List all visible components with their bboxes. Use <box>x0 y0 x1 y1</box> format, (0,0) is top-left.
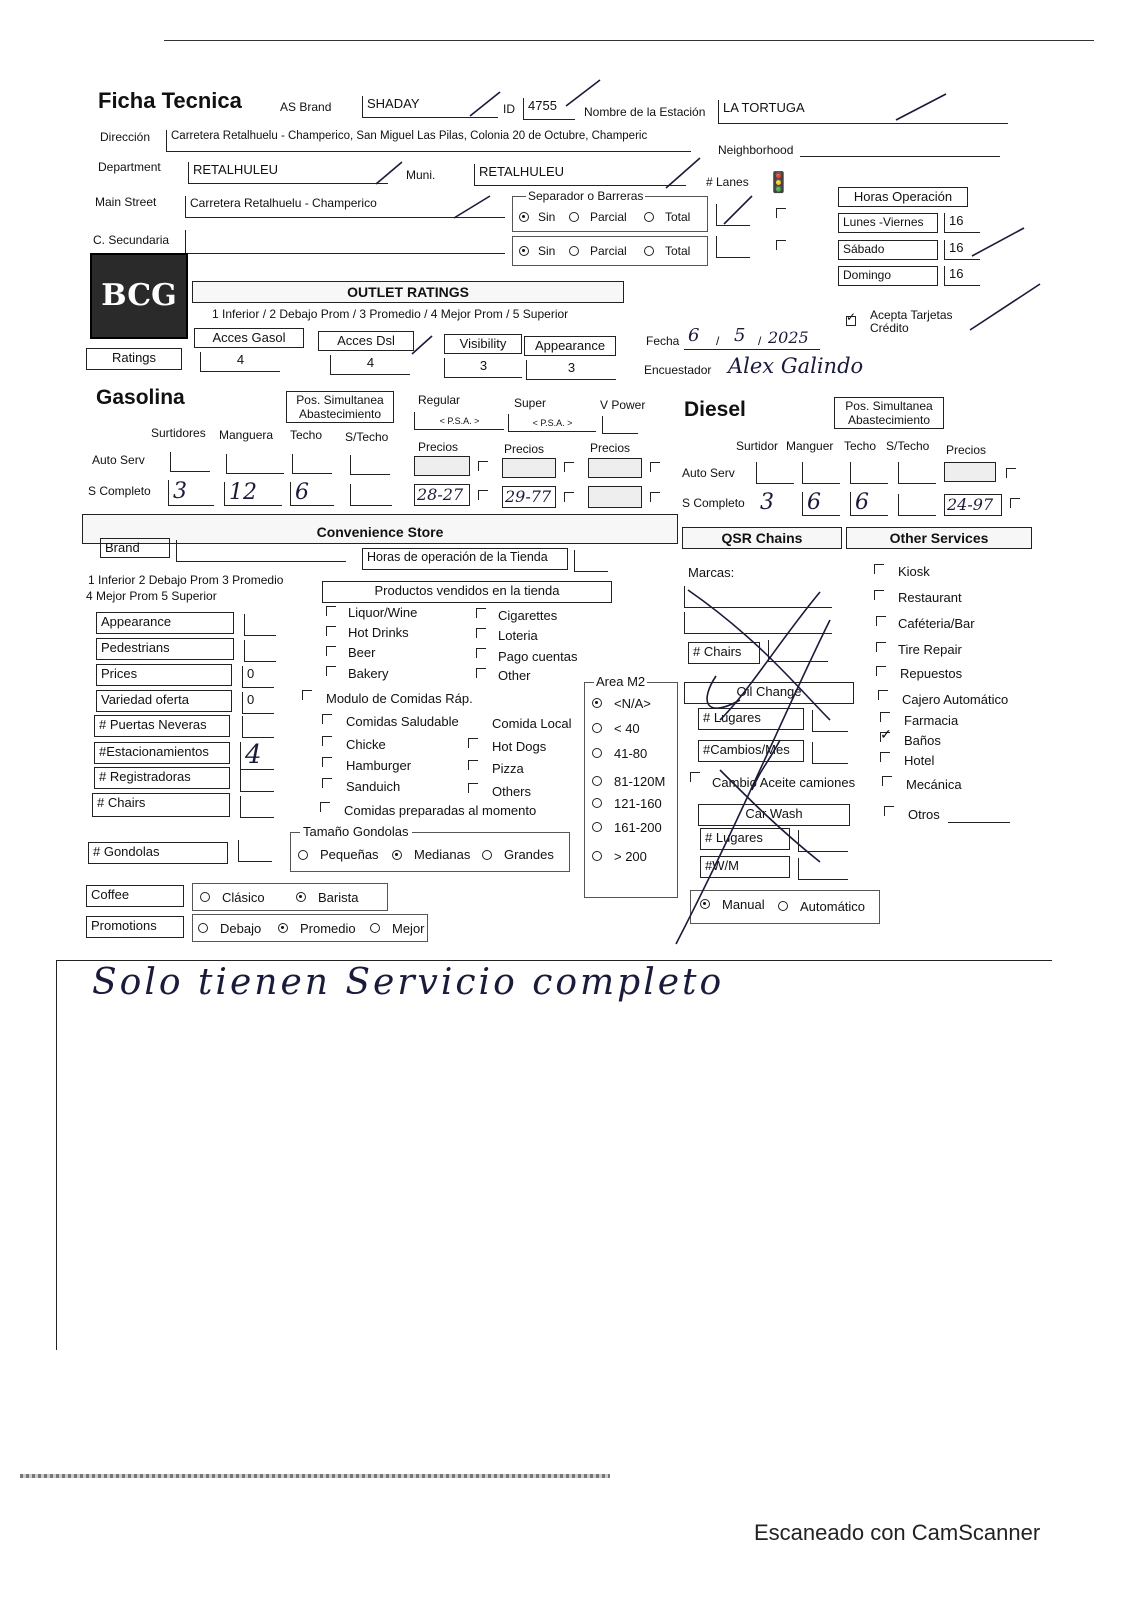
surveyor-label: Encuestador <box>644 363 712 377</box>
prepared-label: Comidas preparadas al momento <box>344 803 537 818</box>
store-row-parking-field[interactable]: 4 <box>240 742 274 770</box>
store-row-variety-label: Variedad oferta <box>96 690 232 712</box>
area-41-80-label: 41-80 <box>614 746 648 761</box>
diesel-auto-label: Auto Serv <box>682 466 735 480</box>
area-121-160-label: 121-160 <box>614 796 662 811</box>
ratings-row-label: Ratings <box>86 348 182 370</box>
store-row-prices-label: Prices <box>96 664 232 686</box>
gas-full-super-price[interactable]: 29-77 <box>502 486 556 508</box>
oil-change-header: Oil Change <box>684 682 854 704</box>
svc-restaurant-label: Restaurant <box>898 590 962 605</box>
ratings-scale: 1 Inferior / 2 Debajo Prom / 3 Promedio / 4 Mejor Prom / 5 Superior <box>212 307 569 321</box>
diesel-full-surtidor[interactable]: 3 <box>760 490 774 515</box>
product-pago-label: Pago cuentas <box>498 649 578 664</box>
regular-psa[interactable]: < P.S.A. > <box>414 412 504 430</box>
svc-parts-label: Repuestos <box>900 666 963 681</box>
hours-saturday-label: Sábado <box>838 240 938 260</box>
station-label: Nombre de la Estación <box>584 105 706 119</box>
gondola-medium-label: Medianas <box>414 847 471 862</box>
area-label: Area M2 <box>596 674 646 689</box>
gas-pos-label: Pos. Simultanea Abastecimiento <box>286 391 394 423</box>
product-hotdrinks-label: Hot Drinks <box>348 625 409 640</box>
acces-dsl-field[interactable]: 4 <box>330 355 410 375</box>
visibility-label: Visibility <box>444 334 522 354</box>
store-scale-2: 4 Mejor Prom 5 Superior <box>86 589 217 603</box>
diesel-col-surtidor: Surtidor <box>736 439 779 453</box>
other-services-header: Other Services <box>846 527 1032 549</box>
food-sandwich-label: Sanduich <box>346 779 401 794</box>
department-field[interactable]: RETALHULEU <box>188 162 388 184</box>
separator-label: Separador o Barreras <box>528 189 644 203</box>
sep2-sin-label: Sin <box>538 244 556 258</box>
coffee-label: Coffee <box>86 885 184 907</box>
outlet-ratings-header: OUTLET RATINGS <box>192 281 624 303</box>
fuel-super-label: Super <box>514 396 547 410</box>
accept-cards-label: Acepta Tarjetas Crédito <box>870 308 953 335</box>
id-label: ID <box>503 102 515 116</box>
store-row-parking-label: #Estacionamientos <box>94 742 230 764</box>
fuel-vpower-label: V Power <box>600 398 646 412</box>
wash-auto-label: Automático <box>800 899 866 914</box>
muni-label: Muni. <box>406 168 436 182</box>
svc-kiosk-checkbox[interactable] <box>874 564 884 574</box>
svc-kiosk-label: Kiosk <box>898 564 930 579</box>
wash-manual-label: Manual <box>722 897 765 912</box>
oil-changes-label: #Cambios/Mes <box>698 740 804 762</box>
promotions-label: Promotions <box>86 916 184 938</box>
store-row-registers-label: # Registradoras <box>94 767 230 789</box>
svc-other-field[interactable] <box>948 822 1010 823</box>
address-field[interactable]: Carretera Retalhuelu - Champerico, San Miguel Las Pilas, Colonia 20 de Octubre, Champeric <box>166 130 691 152</box>
gas-full-regular-price[interactable]: 28-27 <box>414 484 470 506</box>
gas-full-manguera[interactable]: 12 <box>224 482 282 506</box>
store-row-chairs-label: # Chairs <box>92 793 230 817</box>
product-beer-label: Beer <box>348 645 376 660</box>
camscanner-footer: Escaneado con CamScanner <box>754 1520 1041 1545</box>
svc-atm-label: Cajero Automático <box>902 692 1009 707</box>
coffee-barista-label: Barista <box>318 890 359 905</box>
area-81-120-label: 81-120M <box>614 774 666 789</box>
diesel-title: Diesel <box>684 398 746 421</box>
promo-better-label: Mejor <box>392 921 425 936</box>
gas-col-surtidores: Surtidores <box>151 426 206 440</box>
bcg-logo: BCG <box>90 253 188 339</box>
date-month[interactable]: 5 <box>734 325 746 346</box>
super-prices-label: Precios <box>504 442 545 456</box>
diesel-pos-label: Pos. Simultanea Abastecimiento <box>834 397 944 429</box>
area-gt200-label: > 200 <box>614 849 647 864</box>
brand-label: AS Brand <box>280 100 332 114</box>
check-icon: ✓ <box>846 310 857 324</box>
store-brand-label: Brand <box>100 538 170 558</box>
brand-field[interactable]: SHADAY <box>362 96 498 118</box>
notes-handwritten: Solo tienen Servicio completo <box>92 962 725 1003</box>
svc-tire-label: Tire Repair <box>898 642 962 657</box>
area-lt40-label: < 40 <box>614 721 640 736</box>
diesel-full-label: S Completo <box>682 496 745 510</box>
secondary-label: C. Secundaria <box>93 233 170 247</box>
svc-cafeteria-checkbox[interactable] <box>876 616 886 626</box>
appearance-label: Appearance <box>524 336 616 356</box>
scan-top-edge <box>164 40 1094 41</box>
date-year[interactable]: 2025 <box>768 328 809 347</box>
svc-bathrooms-label: Baños <box>904 733 941 748</box>
gas-full-label: S Completo <box>88 484 151 498</box>
svc-parts-checkbox[interactable] <box>876 666 886 676</box>
fuel-regular-label: Regular <box>418 393 461 407</box>
diesel-prices-label: Precios <box>946 443 987 457</box>
id-field[interactable]: 4755 <box>523 98 575 120</box>
main-street-label: Main Street <box>95 195 157 209</box>
car-wash-header: Car Wash <box>698 804 850 826</box>
store-row-pedestrians-label: Pedestrians <box>96 638 234 660</box>
gas-col-techo: Techo <box>290 428 323 442</box>
gondola-large-label: Grandes <box>504 847 554 862</box>
visibility-field[interactable]: 3 <box>444 358 522 378</box>
acces-dsl-label: Acces Dsl <box>318 331 414 351</box>
form-title: Ficha Tecnica <box>98 88 242 113</box>
gondola-small-label: Pequeñas <box>320 847 379 862</box>
svc-tire-checkbox[interactable] <box>876 642 886 652</box>
product-bakery-label: Bakery <box>348 666 389 681</box>
notes-box[interactable] <box>56 960 1052 1350</box>
lanes-label: # Lanes <box>706 175 749 189</box>
surveyor-value[interactable]: Alex Galindo <box>728 354 864 378</box>
product-other-label: Other <box>498 668 531 683</box>
station-field[interactable]: LA TORTUGA <box>718 100 1008 124</box>
healthy-label: Comidas Saludable <box>346 714 459 729</box>
product-loteria-label: Loteria <box>498 628 538 643</box>
convenience-store-header: Convenience Store <box>82 514 678 544</box>
diesel-full-manguer[interactable]: 6 <box>802 492 840 516</box>
gas-col-manguera: Manguera <box>219 428 274 442</box>
promo-below-label: Debajo <box>220 921 262 936</box>
qsr-header: QSR Chains <box>682 527 842 549</box>
truck-oil-label: Cambio Aceite camiones <box>712 775 856 790</box>
diesel-full-price[interactable]: 24-97 <box>944 494 1002 516</box>
food-pizza-label: Pizza <box>492 761 524 776</box>
gasolina-title: Gasolina <box>96 386 185 409</box>
gondola-size-label: Tamaño Gondolas <box>300 824 412 839</box>
store-hours-label: Horas de operación de la Tienda <box>362 548 568 570</box>
svc-hotel-label: Hotel <box>904 753 935 768</box>
svc-mechanic-label: Mecánica <box>906 777 962 792</box>
sep1-sin-label: Sin <box>538 210 556 224</box>
sep1-parcial-label: Parcial <box>590 210 627 224</box>
sep2-total-label: Total <box>665 244 691 258</box>
local-food-label: Comida Local <box>492 716 572 731</box>
sep1-total-label: Total <box>665 210 691 224</box>
muni-field[interactable]: RETALHULEU <box>474 164 686 186</box>
area-161-200-label: 161-200 <box>614 820 662 835</box>
hours-weekday-label: Lunes -Viernes <box>838 213 938 233</box>
food-hotdogs-label: Hot Dogs <box>492 739 547 754</box>
scan-edge <box>20 1474 610 1478</box>
gas-col-stecho: S/Techo <box>345 430 389 444</box>
area-na-label: <N/A> <box>614 696 651 711</box>
svc-pharmacy-checkbox[interactable] <box>880 712 890 722</box>
main-street-field[interactable]: Carretera Retalhuelu - Champerico <box>185 196 505 218</box>
department-label: Department <box>98 160 161 174</box>
regular-prices-label: Precios <box>418 440 459 454</box>
store-row-prices-field[interactable]: 0 <box>242 666 274 688</box>
gas-full-surtidores[interactable]: 3 <box>168 480 214 506</box>
coffee-classic-label: Clásico <box>222 890 265 905</box>
svc-cafeteria-label: Caféteria/Bar <box>898 616 975 631</box>
sep2-parcial-label: Parcial <box>590 244 627 258</box>
vpower-prices-label: Precios <box>590 441 631 455</box>
svc-restaurant-checkbox[interactable] <box>874 590 884 600</box>
store-row-fridge-doors-label: # Puertas Neveras <box>94 715 230 737</box>
food-others-label: Others <box>492 784 532 799</box>
appearance-field[interactable]: 3 <box>526 360 616 380</box>
fastfood-label: Modulo de Comidas Ráp. <box>326 691 473 706</box>
date-label: Fecha <box>646 334 680 348</box>
svc-other-label: Otros <box>908 807 940 822</box>
acces-gasol-label: Acces Gasol <box>194 328 304 348</box>
food-chicken-label: Chicke <box>346 737 386 752</box>
acces-gasol-field[interactable]: 4 <box>200 352 280 372</box>
svc-other-checkbox[interactable] <box>884 806 894 816</box>
wash-wm-label: #W/M <box>700 856 790 878</box>
date-day[interactable]: 6 <box>688 325 700 346</box>
gas-full-techo[interactable]: 6 <box>290 482 334 506</box>
hours-sunday-label: Domingo <box>838 266 938 286</box>
hours-saturday-field[interactable]: 16 <box>944 240 980 260</box>
neighborhood-label: Neighborhood <box>718 143 794 157</box>
hours-weekday-field[interactable]: 16 <box>944 213 980 233</box>
gondolas-label: # Gondolas <box>88 842 228 864</box>
store-row-appearance-label: Appearance <box>96 612 234 634</box>
products-label: Productos vendidos en la tienda <box>322 581 612 603</box>
gas-auto-label: Auto Serv <box>92 453 145 467</box>
svc-atm-checkbox[interactable] <box>878 690 888 700</box>
food-hamburger-label: Hamburger <box>346 758 412 773</box>
svc-mechanic-checkbox[interactable] <box>882 776 892 786</box>
qsr-brands-label: Marcas: <box>688 565 735 580</box>
hours-sunday-field[interactable]: 16 <box>944 266 980 286</box>
diesel-col-stecho: S/Techo <box>886 439 930 453</box>
wash-places-label: # Lugares <box>700 828 790 850</box>
super-psa[interactable]: < P.S.A. > <box>508 414 596 432</box>
address-label: Dirección <box>100 130 151 144</box>
store-row-variety-field[interactable]: 0 <box>242 692 274 714</box>
diesel-col-techo: Techo <box>844 439 877 453</box>
svc-pharmacy-label: Farmacia <box>904 713 959 728</box>
product-liquor-label: Liquor/Wine <box>348 605 418 620</box>
promo-average-label: Promedio <box>300 921 356 936</box>
bathrooms-check-icon: ✓ <box>880 726 892 742</box>
diesel-full-techo[interactable]: 6 <box>850 492 888 516</box>
qsr-chairs-label: # Chairs <box>688 642 760 664</box>
diesel-col-manguer: Manguer <box>786 439 834 453</box>
hours-header: Horas Operación <box>838 187 968 207</box>
traffic-light-icon: 🚦 <box>766 172 791 194</box>
oil-places-label: # Lugares <box>698 708 804 730</box>
product-cigarettes-label: Cigarettes <box>498 608 558 623</box>
store-scale-1: 1 Inferior 2 Debajo Prom 3 Promedio <box>88 573 284 587</box>
svc-hotel-checkbox[interactable] <box>880 752 890 762</box>
